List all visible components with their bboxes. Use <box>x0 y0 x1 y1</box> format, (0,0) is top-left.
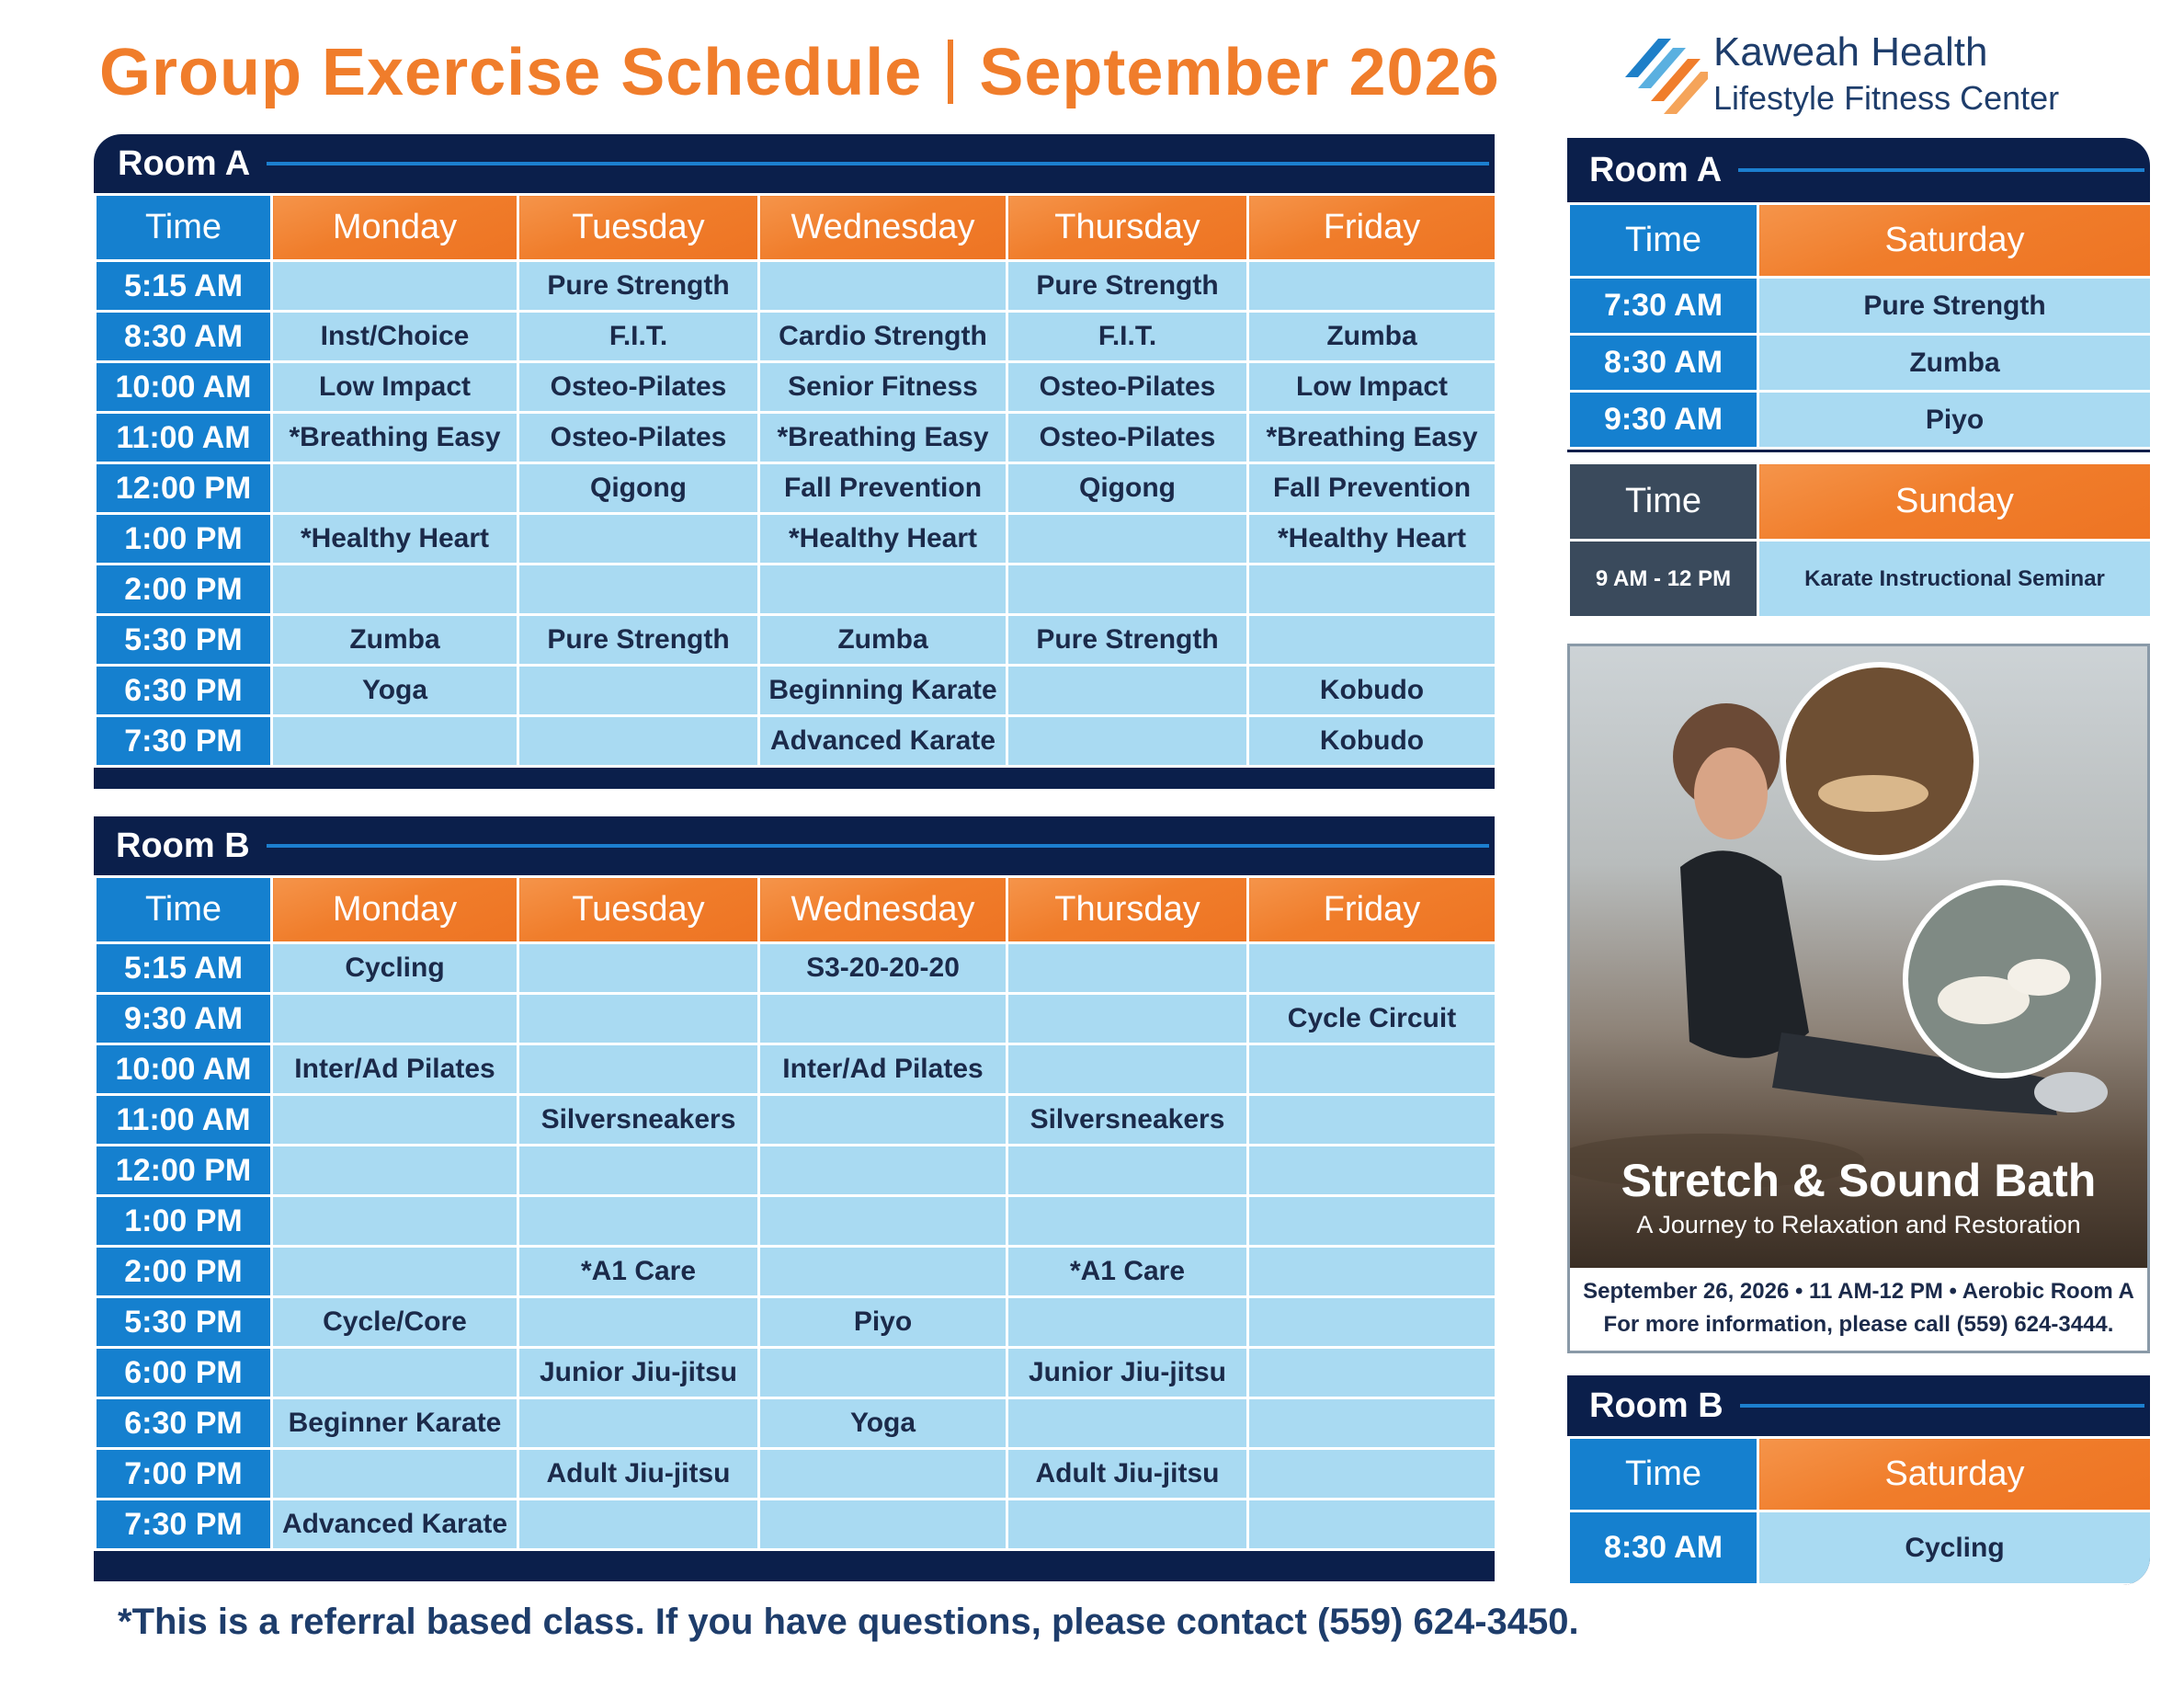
schedule-row <box>96 514 1496 565</box>
title-divider <box>948 40 953 104</box>
class-cell: F.I.T. <box>518 312 759 362</box>
class-cell <box>759 1196 1007 1247</box>
class-cell <box>272 1146 518 1196</box>
room-b-rule <box>267 844 1489 848</box>
class-cell: Kobudo <box>1248 666 1496 716</box>
class-cell <box>1248 1348 1496 1398</box>
schedule-row <box>96 463 1496 514</box>
class-cell: Kobudo <box>1248 716 1496 767</box>
day-header-wednesday: Wednesday <box>759 877 1007 943</box>
page-title <box>99 35 1500 110</box>
class-cell <box>518 565 759 615</box>
class-cell: *Healthy Heart <box>272 514 518 565</box>
class-cell <box>1248 1044 1496 1095</box>
room-a-weekend-header <box>1567 138 2150 202</box>
class-cell: *Healthy Heart <box>1248 514 1496 565</box>
schedule-row <box>96 261 1496 312</box>
class-cell <box>518 1146 759 1196</box>
room-b-schedule-table <box>94 875 1497 1551</box>
class-cell <box>759 1247 1007 1297</box>
class-cell: Qigong <box>518 463 759 514</box>
saturday-header-row <box>1569 204 2152 278</box>
class-cell <box>1248 1247 1496 1297</box>
sunday-header-row <box>1569 463 2152 541</box>
class-cell <box>759 261 1007 312</box>
title-month: September 2026 <box>979 36 1500 109</box>
time-cell: 5:30 PM <box>96 1297 272 1348</box>
class-cell: Osteo-Pilates <box>1007 362 1248 413</box>
day-header-friday: Friday <box>1248 195 1496 261</box>
class-cell <box>1248 1095 1496 1146</box>
class-cell: Qigong <box>1007 463 1248 514</box>
class-cell <box>1007 1146 1248 1196</box>
day-header-tuesday: Tuesday <box>518 877 759 943</box>
class-cell: Pure Strength <box>518 261 759 312</box>
schedule-row <box>96 716 1496 767</box>
room-b-header-row <box>96 877 1496 943</box>
class-cell: Zumba <box>1248 312 1496 362</box>
class-cell <box>1007 1196 1248 1247</box>
class-cell: Adult Jiu-jitsu <box>518 1449 759 1500</box>
class-cell: *Breathing Easy <box>272 413 518 463</box>
class-cell <box>518 1500 759 1550</box>
time-cell: 2:00 PM <box>96 565 272 615</box>
time-cell: 1:00 PM <box>96 514 272 565</box>
class-cell <box>518 1297 759 1348</box>
class-cell: Adult Jiu-jitsu <box>1007 1449 1248 1500</box>
class-cell: Advanced Karate <box>759 716 1007 767</box>
class-cell <box>1007 716 1248 767</box>
class-cell <box>272 1095 518 1146</box>
class-cell <box>1007 1297 1248 1348</box>
class-cell: Pure Strength <box>1758 278 2152 335</box>
class-cell: Beginning Karate <box>759 666 1007 716</box>
room-a-label: Room A <box>118 143 251 183</box>
schedule-row <box>96 565 1496 615</box>
class-cell: Beginner Karate <box>272 1398 518 1449</box>
class-cell: Advanced Karate <box>272 1500 518 1550</box>
class-cell: Cycle/Core <box>272 1297 518 1348</box>
class-cell <box>1007 1500 1248 1550</box>
schedule-row <box>1569 541 2152 618</box>
class-cell <box>272 565 518 615</box>
class-cell <box>759 994 1007 1044</box>
day-header-saturday: Saturday <box>1758 204 2152 278</box>
schedule-row <box>96 312 1496 362</box>
room-a-header <box>94 134 1495 193</box>
class-cell: *Breathing Easy <box>1248 413 1496 463</box>
time-column-header: Time <box>1569 1438 1758 1511</box>
schedule-row <box>96 1146 1496 1196</box>
class-cell <box>518 943 759 994</box>
room-a-saturday-table <box>1567 202 2153 450</box>
schedule-row <box>96 1500 1496 1550</box>
class-cell <box>518 716 759 767</box>
time-cell: 12:00 PM <box>96 1146 272 1196</box>
schedule-row <box>96 362 1496 413</box>
class-cell: Cycling <box>1758 1511 2151 1585</box>
schedule-row <box>1569 1511 2151 1585</box>
class-cell <box>1248 565 1496 615</box>
class-cell <box>272 1196 518 1247</box>
room-b-label: Room B <box>116 826 250 865</box>
class-cell <box>1007 565 1248 615</box>
day-header-thursday: Thursday <box>1007 195 1248 261</box>
schedule-row <box>96 1044 1496 1095</box>
schedule-row <box>96 1348 1496 1398</box>
class-cell <box>759 1449 1007 1500</box>
class-cell: F.I.T. <box>1007 312 1248 362</box>
class-cell: Osteo-Pilates <box>518 362 759 413</box>
class-cell: Low Impact <box>272 362 518 413</box>
class-cell <box>272 1348 518 1398</box>
logo-mark-icon <box>1620 31 1708 120</box>
day-header-wednesday: Wednesday <box>759 195 1007 261</box>
logo-line1: Kaweah Health <box>1713 29 1988 74</box>
room-b-weekday-panel <box>94 816 1495 1581</box>
class-cell: Zumba <box>1758 335 2152 392</box>
class-cell <box>1248 1297 1496 1348</box>
time-cell: 1:00 PM <box>96 1196 272 1247</box>
class-cell: Cycle Circuit <box>1248 994 1496 1044</box>
class-cell: Inter/Ad Pilates <box>759 1044 1007 1095</box>
class-cell <box>1248 261 1496 312</box>
class-cell: Inter/Ad Pilates <box>272 1044 518 1095</box>
class-cell <box>272 261 518 312</box>
class-cell: Piyo <box>759 1297 1007 1348</box>
promo-event-details: September 26, 2026 • 11 AM-12 PM • Aerobic Room A <box>1583 1279 2134 1304</box>
class-cell: Yoga <box>759 1398 1007 1449</box>
class-cell <box>272 994 518 1044</box>
class-cell: Cycling <box>272 943 518 994</box>
class-cell: Zumba <box>759 615 1007 666</box>
time-column-header: Time <box>96 195 272 261</box>
class-cell <box>518 666 759 716</box>
class-cell: Pure Strength <box>1007 261 1248 312</box>
title-text: Group Exercise Schedule <box>99 36 923 109</box>
schedule-row <box>1569 335 2152 392</box>
day-header-tuesday: Tuesday <box>518 195 759 261</box>
logo-line2: Lifestyle Fitness Center <box>1713 79 2060 117</box>
class-cell <box>1248 1449 1496 1500</box>
schedule-row <box>96 615 1496 666</box>
class-cell: *A1 Care <box>518 1247 759 1297</box>
schedule-row <box>96 943 1496 994</box>
room-a-header-row <box>96 195 1496 261</box>
time-column-header: Time <box>1569 463 1758 541</box>
class-cell <box>518 1398 759 1449</box>
schedule-row <box>96 1449 1496 1500</box>
room-b-weekend-rule <box>1740 1404 2144 1408</box>
room-a-weekday-panel <box>94 134 1495 789</box>
time-cell: 11:00 AM <box>96 1095 272 1146</box>
class-cell <box>1248 943 1496 994</box>
class-cell: Pure Strength <box>518 615 759 666</box>
class-cell: Osteo-Pilates <box>518 413 759 463</box>
promo-title: Stretch & Sound Bath <box>1621 1155 2097 1206</box>
time-column-header: Time <box>96 877 272 943</box>
class-cell: Silversneakers <box>518 1095 759 1146</box>
class-cell: Inst/Choice <box>272 312 518 362</box>
class-cell: Senior Fitness <box>759 362 1007 413</box>
schedule-row <box>96 666 1496 716</box>
class-cell <box>759 1500 1007 1550</box>
saturday-header-row <box>1569 1438 2151 1511</box>
room-a-schedule-table <box>94 193 1497 768</box>
class-cell <box>1007 943 1248 994</box>
class-cell <box>759 1348 1007 1398</box>
room-a-weekend-panel <box>1567 138 2150 452</box>
class-cell: Fall Prevention <box>1248 463 1496 514</box>
time-cell: 6:30 PM <box>96 1398 272 1449</box>
class-cell <box>518 1196 759 1247</box>
time-cell: 9 AM - 12 PM <box>1569 541 1758 618</box>
time-cell: 7:00 PM <box>96 1449 272 1500</box>
referral-footnote: *This is a referral based class. If you have questions, please contact (559) 624-3450. <box>118 1602 1579 1642</box>
schedule-row <box>1569 392 2152 449</box>
class-cell: S3-20-20-20 <box>759 943 1007 994</box>
room-a-sunday-panel <box>1567 462 2150 616</box>
time-cell: 9:30 AM <box>96 994 272 1044</box>
class-cell: Cardio Strength <box>759 312 1007 362</box>
class-cell: Low Impact <box>1248 362 1496 413</box>
room-b-header <box>94 816 1495 875</box>
stretch-sound-bath-promo <box>1567 644 2150 1353</box>
room-a-rule <box>267 162 1489 165</box>
class-cell <box>759 1146 1007 1196</box>
class-cell <box>272 1247 518 1297</box>
class-cell: Silversneakers <box>1007 1095 1248 1146</box>
room-a-sunday-table <box>1567 462 2153 619</box>
day-header-monday: Monday <box>272 195 518 261</box>
class-cell <box>1007 666 1248 716</box>
class-cell <box>1007 1044 1248 1095</box>
room-a-weekend-label: Room A <box>1589 150 1723 189</box>
room-b-weekend-header <box>1567 1375 2150 1436</box>
class-cell: Yoga <box>272 666 518 716</box>
time-cell: 12:00 PM <box>96 463 272 514</box>
time-column-header: Time <box>1569 204 1758 278</box>
class-cell <box>1248 1500 1496 1550</box>
class-cell <box>518 514 759 565</box>
time-cell: 5:15 AM <box>96 261 272 312</box>
day-header-monday: Monday <box>272 877 518 943</box>
time-cell: 11:00 AM <box>96 413 272 463</box>
class-cell <box>1248 1196 1496 1247</box>
time-cell: 8:30 AM <box>1569 1511 1758 1585</box>
class-cell <box>272 716 518 767</box>
class-cell: Pure Strength <box>1007 615 1248 666</box>
class-cell <box>1248 1146 1496 1196</box>
promo-contact: For more information, please call (559) 624-3444. <box>1603 1312 2114 1337</box>
day-header-thursday: Thursday <box>1007 877 1248 943</box>
schedule-row <box>1569 278 2152 335</box>
time-cell: 7:30 AM <box>1569 278 1758 335</box>
kaweah-health-logo <box>1620 28 2098 129</box>
class-cell: Fall Prevention <box>759 463 1007 514</box>
class-cell <box>272 1449 518 1500</box>
class-cell <box>759 1095 1007 1146</box>
class-cell: Piyo <box>1758 392 2152 449</box>
room-b-weekend-label: Room B <box>1589 1386 1723 1425</box>
class-cell: *A1 Care <box>1007 1247 1248 1297</box>
time-cell: 9:30 AM <box>1569 392 1758 449</box>
schedule-row <box>96 1095 1496 1146</box>
schedule-row <box>96 1297 1496 1348</box>
schedule-row <box>96 1247 1496 1297</box>
time-cell: 10:00 AM <box>96 1044 272 1095</box>
class-cell: *Healthy Heart <box>759 514 1007 565</box>
day-header-sunday: Sunday <box>1758 463 2152 541</box>
day-header-friday: Friday <box>1248 877 1496 943</box>
class-cell <box>1248 615 1496 666</box>
class-cell <box>759 565 1007 615</box>
schedule-row <box>96 1398 1496 1449</box>
promo-subtitle: A Journey to Relaxation and Restoration <box>1636 1211 2081 1238</box>
schedule-row <box>96 413 1496 463</box>
time-cell: 7:30 PM <box>96 716 272 767</box>
room-a-weekend-rule <box>1738 168 2144 172</box>
class-cell: Osteo-Pilates <box>1007 413 1248 463</box>
time-cell: 6:00 PM <box>96 1348 272 1398</box>
time-cell: 8:30 AM <box>96 312 272 362</box>
time-cell: 8:30 AM <box>1569 335 1758 392</box>
time-cell: 6:30 PM <box>96 666 272 716</box>
class-cell <box>518 1044 759 1095</box>
room-b-weekend-panel <box>1567 1375 2150 1585</box>
time-cell: 7:30 PM <box>96 1500 272 1550</box>
time-cell: 2:00 PM <box>96 1247 272 1297</box>
class-cell <box>518 994 759 1044</box>
time-cell: 5:30 PM <box>96 615 272 666</box>
schedule-row <box>96 1196 1496 1247</box>
day-header-saturday: Saturday <box>1758 1438 2151 1511</box>
room-b-saturday-table <box>1567 1436 2150 1585</box>
class-cell: Zumba <box>272 615 518 666</box>
class-cell: Junior Jiu-jitsu <box>518 1348 759 1398</box>
class-cell: Junior Jiu-jitsu <box>1007 1348 1248 1398</box>
class-cell: Karate Instructional Seminar <box>1758 541 2152 618</box>
class-cell: *Breathing Easy <box>759 413 1007 463</box>
schedule-row <box>96 994 1496 1044</box>
class-cell <box>1248 1398 1496 1449</box>
time-cell: 10:00 AM <box>96 362 272 413</box>
time-cell: 5:15 AM <box>96 943 272 994</box>
class-cell <box>272 463 518 514</box>
class-cell <box>1007 514 1248 565</box>
class-cell <box>1007 994 1248 1044</box>
class-cell <box>1007 1398 1248 1449</box>
